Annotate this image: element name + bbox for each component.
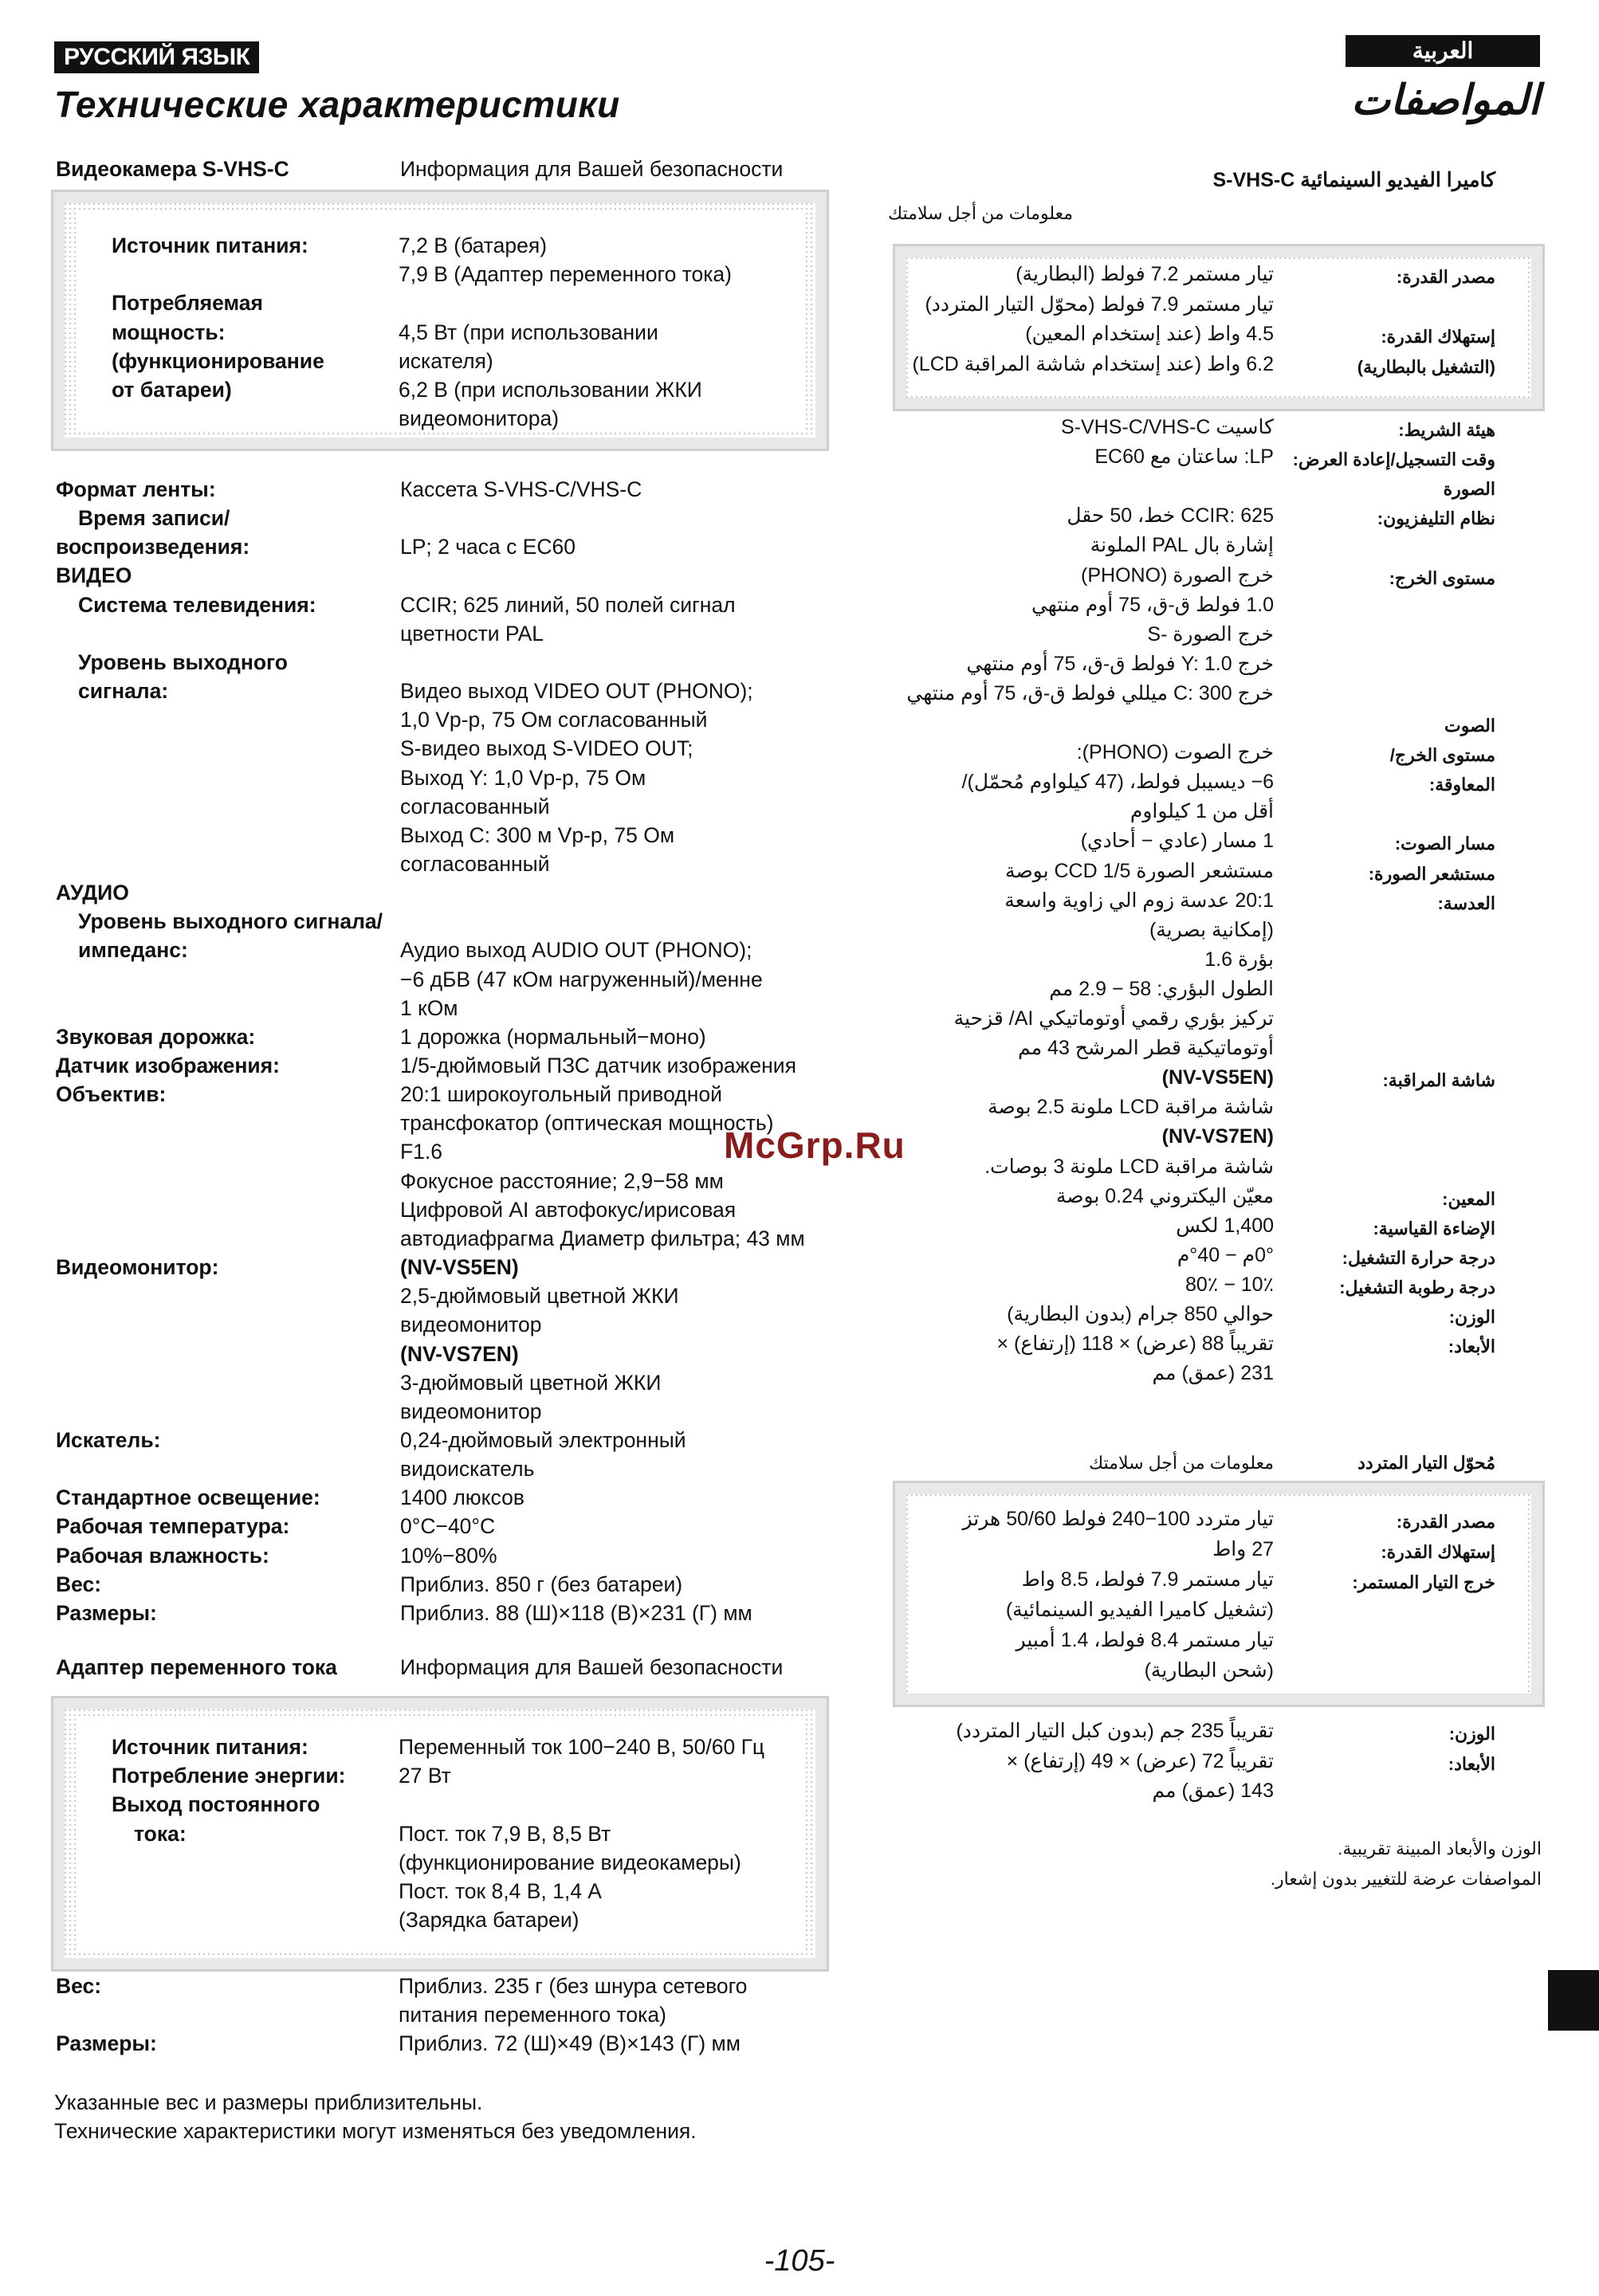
ar-spec-value: حوالي 850 جرام (بدون البطارية) [1007,1303,1274,1325]
ru-adapter-header-value: Информация для Вашей безопасности [400,1655,784,1679]
ar-spec-label: درجة رطوبة التشغيل: [1339,1277,1495,1297]
ar-spec-value: تقريباً 88 (عرض) × 118 (إرتفاع) × [996,1332,1274,1356]
ru-spec-value: 6,2 В (при использовании ЖКИ [399,378,702,402]
ru-spec-value: согласованный [400,794,550,818]
ar-note: الوزن والأبعاد المبينة تقريبية. [1338,1839,1542,1858]
ru-spec-value: Видео выход VIDEO OUT (PHONO); [400,679,753,704]
ru-spec-value: 27 Вт [399,1764,451,1788]
ru-camera-header-value: Информация для Вашей безопасности [400,157,784,181]
ar-spec-label: إستهلاك القدرة: [1381,327,1495,347]
ru-spec-value: видеомонитора) [399,406,560,431]
watermark: McGrp.Ru [724,1124,906,1166]
ar-spec-label: (التشغيل بالبطارية) [1357,356,1495,377]
ar-spec-label: الوزن: [1448,1724,1495,1744]
ar-spec-value: (شحن البطارية) [1144,1659,1274,1682]
ar-spec-value: أقل من 1 كيلواوم [1130,800,1274,823]
ar-camera-header: كاميرا الفيديو السينمائية S-VHS-C [1212,169,1495,191]
ru-spec-value: Кассета S-VHS-C/VHS-C [400,477,642,501]
ru-spec-value: Переменный ток 100−240 В, 50/60 Гц [399,1735,765,1759]
ar-spec-value: إشارة بال PAL الملونة [1090,534,1274,557]
ar-spec-value: 20:1 عدسة زوم الي زاوية واسعة [1004,889,1274,912]
ar-spec-value: 0°م − 40°م [1177,1243,1274,1266]
ar-spec-label: وقت التسجيل/إعادة العرض: [1292,449,1495,470]
ru-spec-value: (NV-VS5EN) [400,1255,519,1280]
ru-spec-value: 1,0 Vp-p, 75 Ом согласованный [400,708,708,732]
ru-spec-value: 1 дорожка (нормальный−моно) [400,1024,706,1049]
ar-spec-value: أوتوماتيكية قطر المرشح 43 مم [1018,1037,1274,1060]
ar-spec-value: 4.5 واط (عند إستخدام المعين) [1025,323,1274,345]
ar-spec-value: 6.2 واط (عند إستخدام شاشة المراقبة LCD) [912,352,1274,375]
ru-spec-label: Стандартное освещение: [56,1486,320,1510]
ru-spec-label: ВИДЕО [56,563,132,588]
ru-spec-label: Источник питания: [112,1735,308,1759]
ru-spec-value: Пост. ток 7,9 В, 8,5 Вт [399,1821,611,1846]
ar-spec-label: الإضاءة القياسية: [1373,1218,1495,1238]
ru-spec-label: Рабочая влажность: [56,1543,269,1568]
ar-spec-value: تيار مستمر 7.9 فولط، 8.5 واط [1021,1568,1274,1591]
ru-spec-value: 0,24-дюймовый электронный [400,1427,686,1452]
ru-spec-value: −6 дБВ (47 кОм нагруженный)/менне [400,967,763,991]
ru-spec-label: Потребление энергии: [112,1764,346,1788]
ar-spec-value: كاسيت S-VHS-C/VHS-C [1060,416,1274,438]
ar-adapter-safety-label: معلومات من أجل سلامتك [1088,1453,1274,1473]
ru-spec-label: сигнала: [78,679,169,704]
ar-spec-label: درجة حرارة التشغيل: [1342,1247,1495,1268]
ar-spec-value: تقريباً 235 جم (بدون كبل التيار المتردد) [956,1720,1274,1742]
ru-spec-label: АУДИО [56,881,129,905]
ar-spec-value: تقريباً 72 (عرض) × 49 (إرتفاع) × [1006,1749,1274,1772]
ru-spec-value: цветности PAL [400,621,544,646]
ru-spec-label: Время записи/ [78,506,230,531]
ru-spec-value: видеомонитор [400,1399,542,1423]
ru-spec-value: Приблиз. 850 г (без батареи) [400,1572,683,1596]
ru-spec-value: трансфокатор (оптическая мощность) [400,1111,774,1136]
ru-spec-value: Фокусное расстояние; 2,9−58 мм [400,1168,724,1193]
ar-spec-label: العدسة: [1437,893,1495,913]
page-number: -105- [764,2244,835,2278]
ru-spec-label: (функционирование [112,348,324,373]
ru-spec-value: 3-дюймовый цветной ЖКИ [400,1370,662,1395]
ar-spec-label: إستهلاك القدرة: [1381,1542,1495,1562]
ru-spec-value: питания переменного тока) [399,2003,666,2027]
ru-spec-value: Пост. ток 8,4 В, 1,4 А [399,1879,602,1903]
ar-spec-value: 27 واط [1212,1538,1274,1560]
page-title-russian: Технические характеристики [54,84,620,125]
ru-spec-value: CCIR; 625 линий, 50 полей сигнал [400,592,736,617]
ru-spec-label: Размеры: [56,1600,157,1625]
ru-spec-value: Аудио выход AUDIO OUT (PHONO); [400,938,752,963]
ar-spec-value: 143 (عمق) مم [1152,1780,1274,1802]
ar-spec-value: خرج Y: 1.0 فولط ق-ق، 75 أوم منتهي [966,652,1274,675]
ru-spec-label: Вес: [56,1572,102,1596]
ar-spec-value: 1,400 لكس [1176,1214,1274,1237]
ar-spec-value: 1 مسار (عادي − أحادي) [1080,830,1274,853]
ru-spec-value: (функционирование видеокамеры) [399,1850,741,1874]
ru-spec-label: Видеомонитор: [56,1255,219,1280]
ar-spec-label: الوزن: [1448,1307,1495,1327]
ru-spec-value: 1/5-дюймовый ПЗС датчик изображения [400,1054,796,1077]
ar-spec-label: شاشة المراقبة: [1382,1070,1495,1091]
ru-spec-label: Звуковая дорожка: [56,1024,256,1049]
ru-spec-value: 0°C−40°C [400,1514,496,1539]
ar-spec-value: تيار مستمر 8.4 فولط، 1.4 أمبير [1016,1629,1274,1651]
ru-spec-label: Объектив: [56,1082,167,1107]
ru-spec-value: 7,9 В (Адаптер переменного тока) [399,262,732,287]
ar-spec-label: مصدر القدرة: [1396,267,1495,287]
ru-note: Технические характеристики могут изменяться без уведомления. [54,2119,697,2143]
ru-spec-value: Выход C: 300 м Vp-p, 75 Ом [400,822,675,847]
ru-spec-label: Формат ленты: [56,477,216,501]
ru-spec-label: Источник питания: [112,234,308,257]
ar-spec-value: تيار متردد 100−240 فولط 50/60 هرتز [962,1508,1274,1530]
ru-spec-value: (Зарядка батареи) [399,1908,579,1933]
ru-spec-label: Потребляемая [112,291,263,316]
ru-spec-label: Вес: [56,1974,102,1998]
ar-spec-label: المعاوقة: [1428,775,1495,795]
ar-spec-value: معيّن اليكتروني 0.24 بوصة [1055,1184,1274,1207]
ar-spec-value: تيار مستمر 7.2 فولط (البطارية) [1016,263,1274,285]
ru-spec-value: Приблиз. 235 г (без шнура сетевого [399,1974,748,1998]
ar-spec-value: الطول البؤري: 58 − 2.9 مم [1049,977,1274,1000]
ru-spec-value: согласованный [400,851,550,876]
ru-spec-value: автодиафрагма Диаметр фильтра; 43 мм [400,1226,805,1250]
ar-spec-value: خرج C: 300 ميللي فولط ق-ق، 75 أوم منتهي [906,681,1274,704]
ar-spec-value: شاشة مراقبة LCD ملونة 2.5 بوصة [988,1096,1274,1119]
ru-spec-label: Система телевидения: [78,592,316,617]
ru-spec-value: видоискатель [400,1457,535,1482]
ar-spec-label: الأبعاد: [1448,1753,1495,1774]
language-tab-arabic: العربية [1346,35,1540,67]
ru-spec-label: Выход постоянного [112,1792,320,1817]
ar-spec-label: الصوت [1444,716,1495,736]
ar-adapter-header: مُحوّل التيار المتردد [1357,1453,1495,1473]
page-title-arabic: المواصفات [1351,77,1540,124]
ar-spec-value: 231 (عمق) مم [1152,1362,1274,1385]
ru-spec-value: S-видео выход S-VIDEO OUT; [400,736,693,761]
ru-spec-value: 7,2 В (батарея) [399,234,548,257]
ru-spec-value: 10%−80% [400,1543,497,1568]
ru-spec-value: 1400 люксов [400,1486,524,1510]
ru-spec-value: LP; 2 часа с EC60 [400,535,576,559]
ru-spec-value: (NV-VS7EN) [400,1341,519,1366]
ar-note: المواصفات عرضة للتغيير بدون إشعار. [1270,1869,1542,1889]
ru-spec-label: тока: [134,1821,187,1846]
ru-spec-label: Рабочая температура: [56,1514,290,1539]
ru-spec-label: воспроизведения: [56,535,250,559]
ar-spec-value: خرج الصورة -S [1147,622,1274,646]
ru-spec-label: Размеры: [56,2031,157,2056]
ar-spec-label: مستوى الخرج/ [1389,745,1495,766]
ru-spec-label: Датчик изображения: [56,1054,280,1077]
language-tab-russian: РУССКИЙ ЯЗЫК [54,41,259,73]
ar-spec-label: الصورة [1443,479,1495,500]
ru-spec-label: мощность: [112,320,226,344]
ar-spec-label: مصدر القدرة: [1396,1512,1495,1532]
ar-spec-label: المعين: [1442,1188,1495,1209]
ar-spec-value: (إمكانية بصرية) [1149,918,1274,941]
ru-spec-label: Уровень выходного [78,650,288,674]
ar-spec-value: (تشغيل كاميرا الفيديو السينمائية) [1005,1599,1274,1621]
ru-spec-value: Цифровой AI автофокус/ирисовая [400,1197,737,1222]
ar-spec-value: تيار مستمر 7.9 فولط (محوّل التيار المتردد) [925,292,1274,316]
ru-spec-value: F1.6 [400,1140,443,1164]
ru-spec-value: искателя) [399,348,493,373]
ar-spec-label: مستوى الخرج: [1389,567,1495,588]
ru-camera-header-label: Видеокамера S-VHS-C [56,157,289,181]
ar-spec-value: خرج الصورة (PHONO) [1081,563,1274,587]
page-edge-tab [1548,1970,1599,2031]
ar-spec-label: مستشعر الصورة: [1368,863,1495,884]
ru-spec-label: от батареи) [112,378,232,402]
ru-spec-value: Приблиз. 88 (Ш)×118 (В)×231 (Г) мм [400,1600,752,1625]
ru-spec-label: Искатель: [56,1427,161,1452]
ru-spec-value: Приблиз. 72 (Ш)×49 (В)×143 (Г) мм [399,2031,741,2056]
ar-camera-safety-label: معلومات من أجل سلامتك [887,203,1073,223]
ar-spec-value: (NV-VS7EN) [1161,1125,1274,1148]
ar-spec-value: شاشة مراقبة LCD ملونة 3 بوصات. [984,1155,1274,1178]
ru-note: Указанные вес и размеры приблизительны. [54,2090,483,2114]
ar-spec-label: مسار الصوت: [1394,834,1495,854]
ru-spec-label: импеданс: [78,938,188,963]
ar-spec-value: 1.0 فولط ق-ق، 75 أوم منتهي [1031,593,1274,616]
ar-spec-label: نظام التليفزيون: [1377,508,1495,529]
ru-spec-label: Уровень выходного сигнала/ [78,909,383,934]
ar-spec-value: مستشعر الصورة CCD 1/5 بوصة [1005,859,1274,882]
ru-spec-value: 1 кОм [400,995,458,1020]
ru-adapter-header-label: Адаптер переменного тока [56,1655,337,1679]
ar-spec-value: LP: ساعتان مع EC60 [1094,445,1274,469]
ar-spec-label: هيئة الشريط: [1398,420,1495,440]
ar-spec-value: (NV-VS5EN) [1161,1066,1274,1089]
ar-spec-label: الأبعاد: [1448,1336,1495,1357]
ar-spec-value: بؤرة 1.6 [1204,948,1274,971]
ru-notes [54,2088,697,2145]
ar-spec-value: 10٪ − 80٪ [1185,1273,1274,1296]
ru-spec-value: видеомонитор [400,1313,542,1337]
ru-spec-value: 20:1 широкоугольный приводной [400,1082,722,1107]
ar-spec-label: خرج التيار المستمر: [1352,1572,1495,1592]
ru-spec-value: 2,5-дюймовый цветной ЖКИ [400,1284,679,1309]
ru-spec-value: 4,5 Вт (при использовании [399,320,658,344]
ar-spec-value: CCIR: 625 خط، 50 حقل [1067,504,1274,528]
ru-spec-value: Выход Y: 1,0 Vp-p, 75 Ом [400,765,646,790]
ar-spec-value: خرج الصوت (PHONO): [1076,741,1274,764]
ar-spec-value: 6− ديسيبل فولط، (47 كيلواوم مُحمّل)/ [961,771,1274,794]
ar-spec-value: تركيز بؤري رقمي أوتوماتيكي AI/ قزحية [953,1007,1274,1030]
